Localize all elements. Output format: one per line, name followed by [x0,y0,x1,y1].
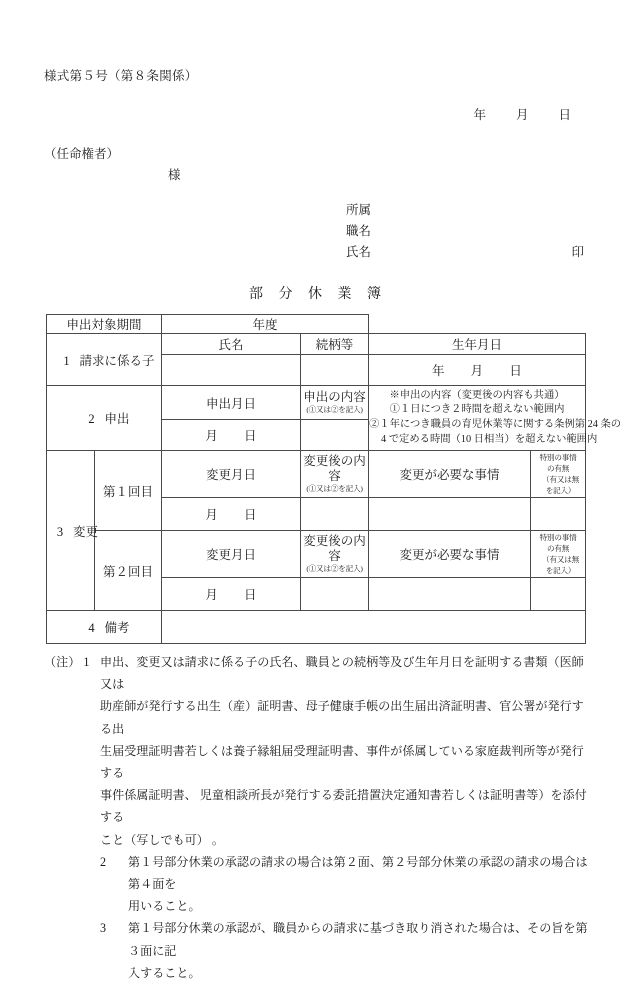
col-change1-content-title: 変更後の内容 [303,454,366,483]
row2-label: 申出 [104,412,130,426]
footnote-line: 第１号部分休業の承認が、職員からの請求に基づき取り消された場合は、その旨を第３面に記 [128,921,588,958]
seal-mark: 印 [571,245,584,259]
special-line: の有無 [546,464,570,473]
position-label: 職名 [346,224,372,238]
change2-special-input-cell[interactable] [531,578,586,611]
special-line: （有又は無 [542,475,580,484]
col-application-content-title: 申出の内容 [303,390,366,404]
change-first-time-label: 第１回目 [95,451,162,531]
date-line [44,105,585,123]
change2-month-label: 月 [205,588,219,602]
footnote-item-1 [44,651,592,851]
col-change1-date-header: 変更月日 [162,451,301,498]
special-line: （有又は無 [542,555,580,564]
col-change2-content-title: 変更後の内容 [303,534,366,563]
row4-label-cell [47,611,162,644]
footnote-1-body [100,651,592,851]
child-name-input-cell[interactable] [162,355,301,386]
row2-number: 2 [88,412,95,426]
child-birth-input-cell[interactable] [369,355,586,386]
change1-day-label: 日 [244,508,257,522]
footnote-line: 入すること。 [128,965,201,980]
row4-number: 4 [88,621,95,635]
footnote-item-3 [44,917,592,984]
period-nendo-cell: 年度 [162,315,369,334]
date-month-label: 月 [515,108,529,122]
footnote-3-number: 3 [100,921,107,936]
table-row [47,451,586,498]
table-row [47,334,586,355]
application-content-notes [369,386,622,451]
special-line: 特別の事情 [539,533,577,542]
name-label: 氏名 [346,245,372,259]
footnote-line: 用いること。 [128,899,201,914]
special-line: の有無 [546,544,570,553]
application-month-label: 月 [205,429,219,443]
application-note-line: ※申出の内容（変更後の内容も共通） [389,389,565,401]
empty-cell [531,315,586,334]
row1-label-cell [47,334,162,386]
col-change2-content-header [301,531,369,578]
birth-year-label: 年 [431,364,445,378]
footnote-1-number: 1 [83,655,90,669]
row3-label: 変更 [73,524,99,539]
change1-month-label: 月 [205,508,219,522]
change1-reason-input-cell[interactable] [369,498,531,531]
col-change1-special-header [531,451,586,498]
row2-label-cell [47,386,162,451]
application-date-input-cell[interactable] [162,420,301,451]
col-child-name-header: 氏名 [162,334,301,355]
change1-date-input-cell[interactable] [162,498,301,531]
col-change2-date-header: 変更月日 [162,531,301,578]
application-note-line: ①１日につき２時間を超えない範囲内 [389,404,565,416]
application-note-line: 4 で定める時間（10 日相当）を超えない範囲内 [381,433,598,445]
footnotes [44,651,592,984]
change-second-time-label: 第２回目 [95,531,162,611]
row4-label: 備考 [104,621,130,635]
col-application-content-note: (①又は②を記入) [306,405,363,414]
date-day-label: 日 [558,108,571,122]
remarks-input-cell[interactable] [162,611,586,644]
change2-day-label: 日 [244,588,257,602]
change2-content-input-cell[interactable] [301,578,369,611]
col-application-date-header: 申出月日 [162,386,301,420]
application-day-label: 日 [244,429,257,443]
col-change1-content-note: (①又は②を記入) [306,484,363,493]
footnote-line: 助産師が発行する出生（産）証明書、母子健康手帳の出生届出済証明書、官公署が発行する出 [100,699,584,736]
col-application-content-header [301,386,369,420]
special-line: を記入） [545,486,576,495]
table-row [47,611,586,644]
footnote-2-body [128,851,592,918]
col-change1-reason-header: 変更が必要な事情 [369,451,531,498]
form-number: 様式第５号（第８条関係） [44,69,198,83]
appointer-label: （任命権者） [44,147,120,161]
birth-month-label: 月 [470,364,484,378]
col-change2-reason-header: 変更が必要な事情 [369,531,531,578]
special-line: を記入） [545,566,576,575]
row3-label-cell [47,451,99,611]
col-child-birth-header: 生年月日 [369,334,586,355]
date-year-label: 年 [473,108,486,122]
addressee-honorific: 様 [168,168,181,182]
col-child-relation-header: 続柄等 [301,334,369,355]
footnote-2-number: 2 [100,854,107,869]
col-change2-special-header [531,531,586,578]
table-row [47,386,586,420]
footnote-item-2 [44,851,592,918]
table-row [47,531,586,578]
empty-cell [369,315,531,334]
footnote-line: こと（写しでも可） 。 [100,832,224,847]
application-content-input-cell[interactable] [301,420,369,451]
footnote-label: （注） [44,655,81,669]
footnote-line: 事件係属証明書、 児童相談所長が発行する委託措置決定通知書若しくは証明書等）を添付する [100,788,587,825]
footnote-3-body [128,917,592,984]
row3-number: 3 [56,524,64,539]
row1-number: 1 [63,353,70,368]
table-row [47,315,586,334]
change2-reason-input-cell[interactable] [369,578,531,611]
position-row [346,221,584,242]
footnote-line: 申出、変更又は請求に係る子の氏名、職員との続柄等及び生年月日を証明する書類（医師又は [100,655,584,692]
col-change1-content-header [301,451,369,498]
name-row [346,242,584,263]
change2-date-input-cell[interactable] [162,578,301,611]
period-label-cell: 申出対象期間 [47,315,162,334]
footnote-line: 生届受理証明書若しくは養子縁組届受理証明書、事件が係属している家庭裁判所等が発行する [100,743,584,781]
child-relation-input-cell[interactable] [301,355,369,386]
col-change2-content-note: (①又は②を記入) [306,564,363,573]
special-line: 特別の事情 [539,453,577,462]
change1-content-input-cell[interactable] [301,498,369,531]
applicant-info-block [346,200,584,263]
footnote-label-marker [44,651,100,673]
partial-leave-register-table [46,314,622,644]
birth-day-label: 日 [509,364,523,378]
affiliation-row [346,200,584,221]
application-note-line: ②１年につき職員の育児休業等に関する条例第 24 条の [369,419,622,430]
affiliation-label: 所属 [346,203,372,217]
footnote-line: 第１号部分休業の承認の請求の場合は第２面、第２号部分休業の承認の請求の場合は第４面を [128,854,588,892]
row1-label: 請求に係る子 [79,353,155,368]
page-title: 部 分 休 業 簿 [249,287,387,302]
change1-special-input-cell[interactable] [531,498,586,531]
